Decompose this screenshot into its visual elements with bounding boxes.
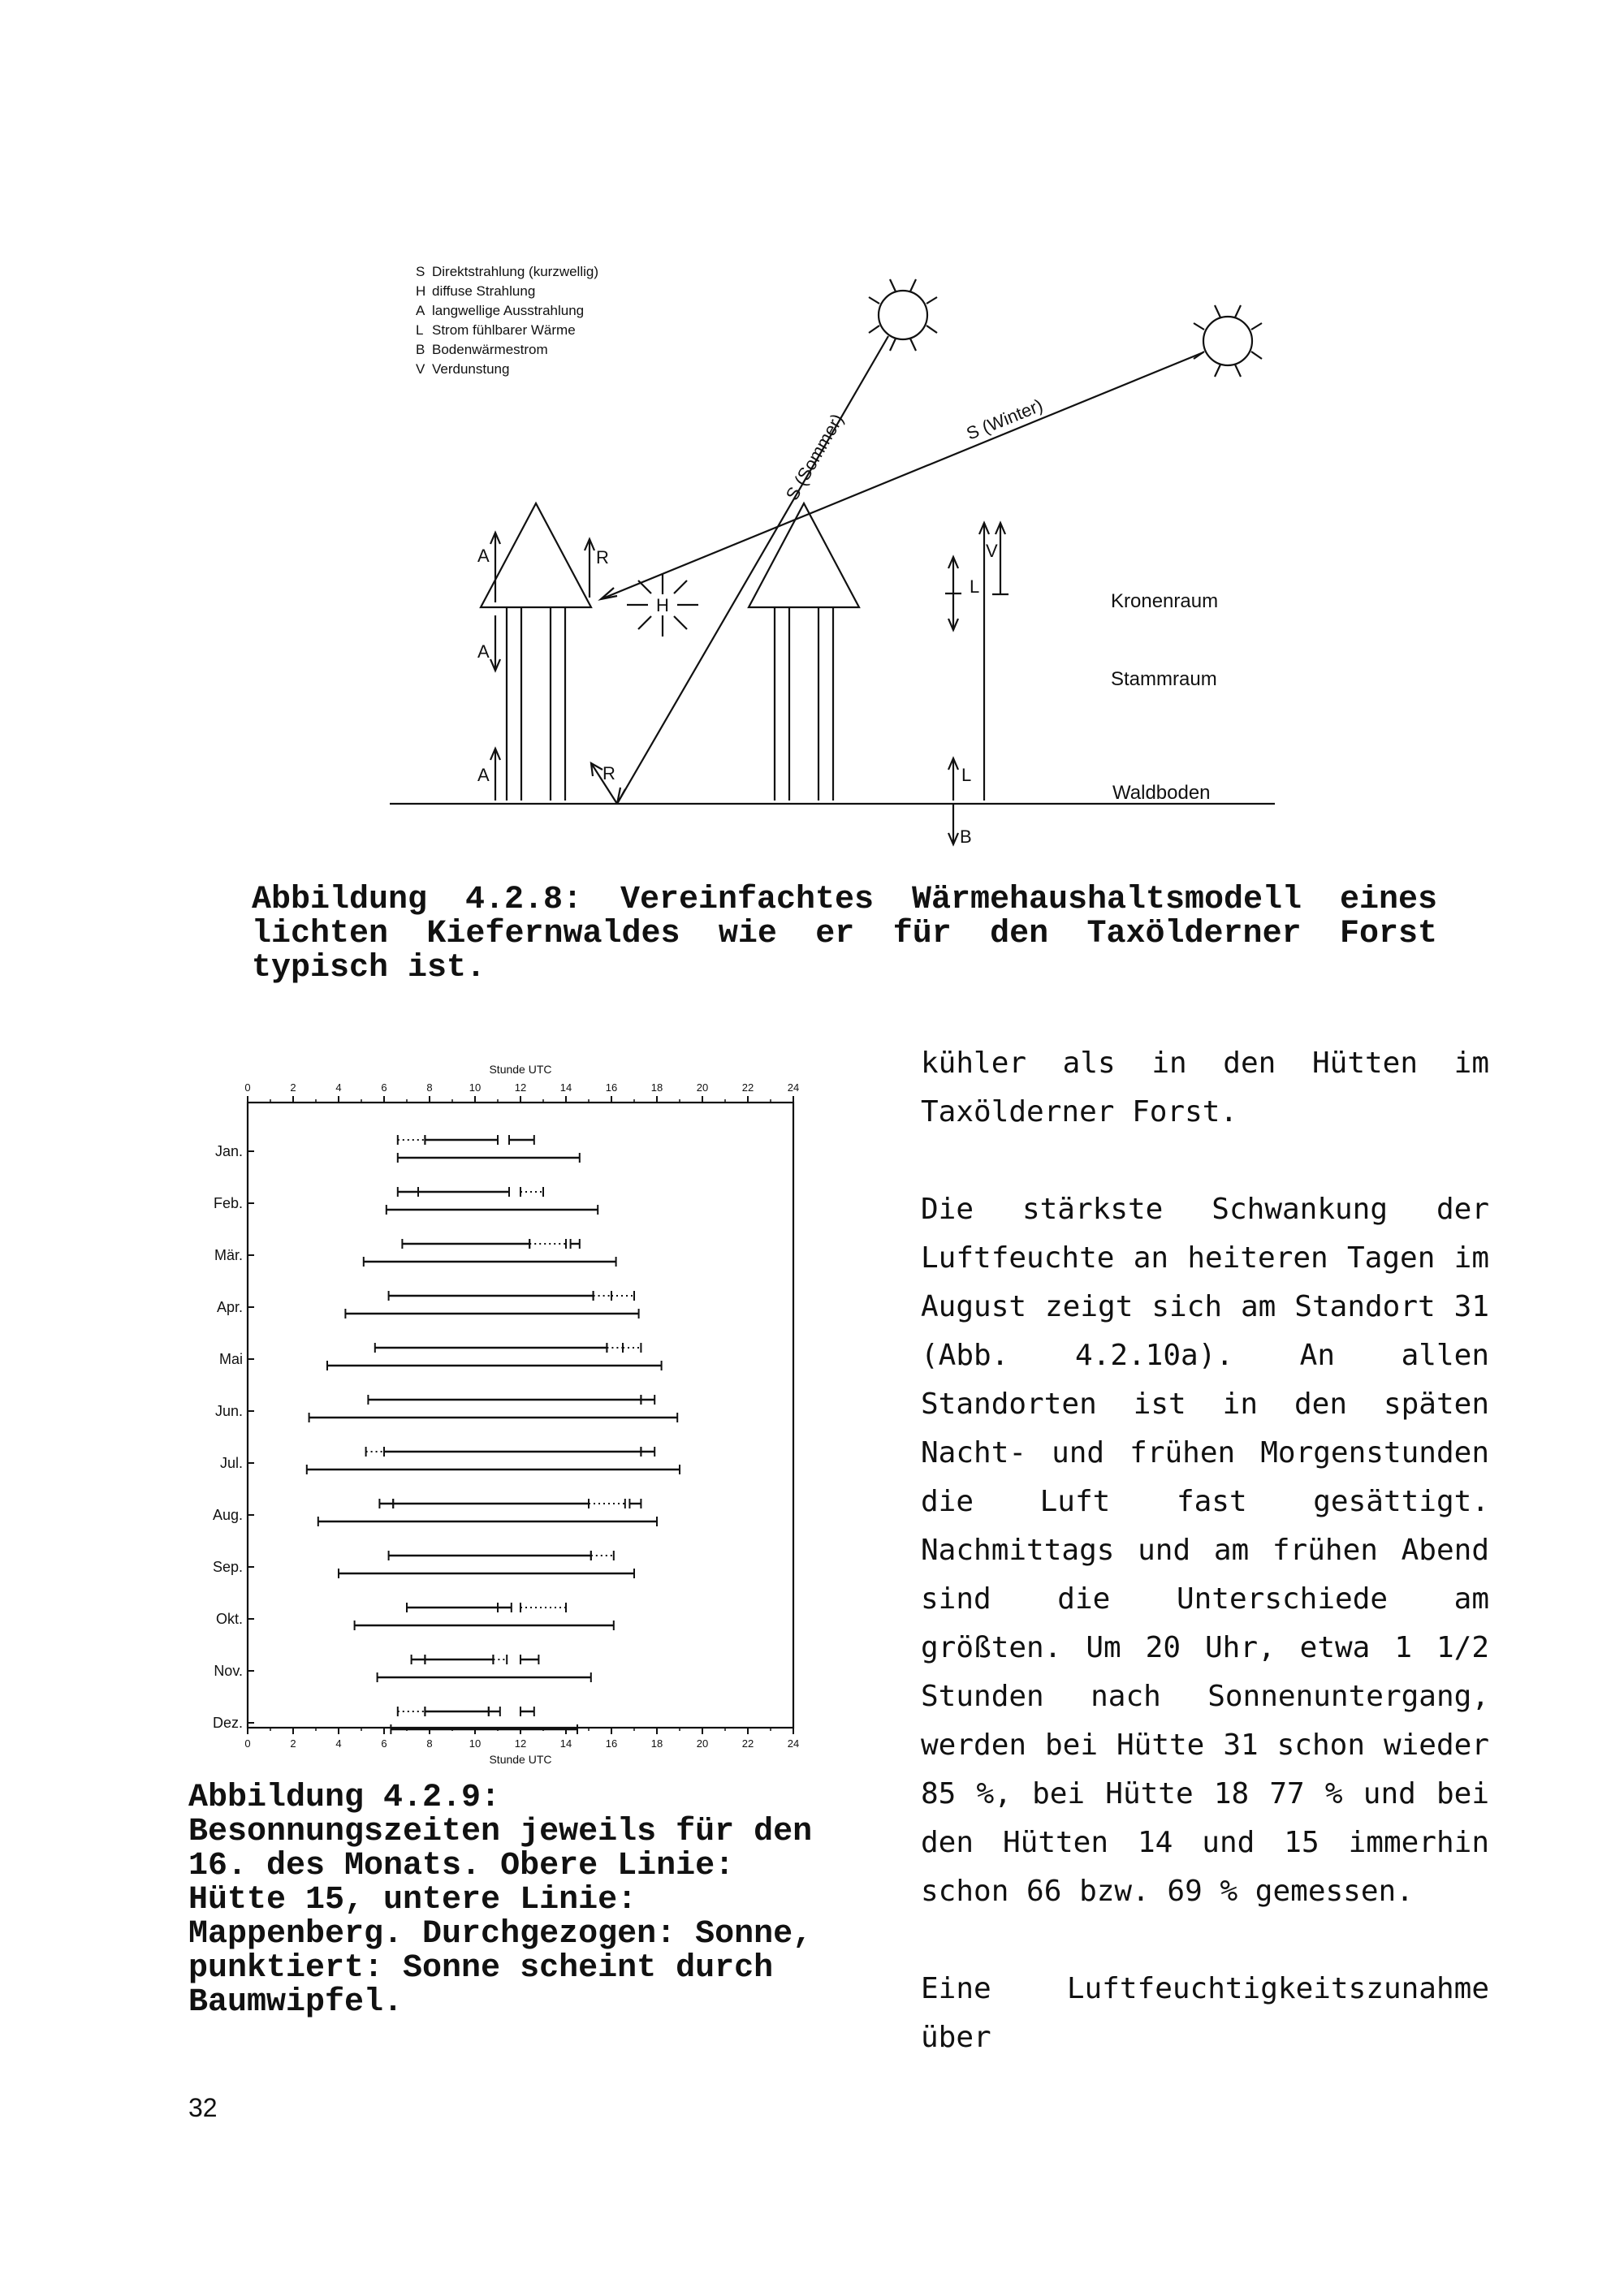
tick-label-top-10: 10 [469, 1081, 482, 1094]
symbol-V: V [986, 541, 998, 561]
tick-label-bottom-10: 10 [469, 1737, 482, 1750]
month-label-10: Nov. [214, 1663, 243, 1679]
tick-label-bottom-16: 16 [605, 1737, 618, 1750]
legend-code-A: A [416, 303, 425, 318]
diagram-legend [416, 264, 598, 377]
tick-label-top-14: 14 [559, 1081, 572, 1094]
tick-label-top-8: 8 [426, 1081, 433, 1094]
zone-stem-label: Stammraum [1111, 668, 1217, 690]
sun-winter-icon [1194, 305, 1262, 377]
symbol-R-ground: R [603, 763, 615, 783]
heat-balance-diagram [382, 244, 1291, 861]
tick-label-top-20: 20 [696, 1081, 709, 1094]
tick-label-top-18: 18 [650, 1081, 663, 1094]
legend-text-V: Verdunstung [432, 361, 510, 377]
x-ticks-bottom [244, 1728, 799, 1750]
tick-label-bottom-4: 4 [335, 1737, 342, 1750]
tick-label-bottom-6: 6 [381, 1737, 387, 1750]
tick-label-bottom-14: 14 [559, 1737, 572, 1750]
tick-label-top-4: 4 [335, 1081, 342, 1094]
symbol-B: B [960, 826, 972, 847]
tick-label-top-22: 22 [741, 1081, 754, 1094]
legend-code-L: L [416, 322, 424, 338]
month-label-11: Dez. [212, 1715, 243, 1731]
symbol-H: H [656, 595, 669, 615]
x-axis-label-bottom: Stunde UTC [489, 1753, 552, 1766]
tick-label-bottom-12: 12 [514, 1737, 527, 1750]
page-number: 32 [188, 2093, 218, 2122]
tick-label-bottom-0: 0 [244, 1737, 251, 1750]
figure-caption-2: Abbildung 4.2.9: Besonnungszeiten jeweils für den 16. des Monats. Obere Linie: Hütte 15, untere Linie: Mappenberg. Durchgezogen: Sonne, punktiert: Sonne scheint durch Baumwipfel. [188, 1780, 813, 2021]
legend-code-H: H [416, 283, 426, 299]
figure-caption-1: Abbildung 4.2.8: Vereinfachtes Wärmehaushaltsmodell eines lichten Kiefernwaldes wie er für den Taxölderner Forst typisch ist. [252, 882, 1437, 986]
month-label-9: Okt. [215, 1611, 243, 1627]
paragraph-1: kühler als in den Hütten im Taxölderner Forst. [921, 1047, 1489, 1129]
month-label-7: Aug. [212, 1507, 243, 1523]
symbol-A-mid: A [477, 641, 490, 662]
beam-summer [617, 336, 888, 804]
tick-label-bottom-8: 8 [426, 1737, 433, 1750]
sunshine-bars [307, 1135, 680, 1734]
tick-label-top-6: 6 [381, 1081, 387, 1094]
legend-text-L: Strom fühlbarer Wärme [432, 322, 576, 338]
beam-summer-label: S (Sommer) [781, 410, 848, 504]
legend-text-H: diffuse Strahlung [432, 283, 536, 299]
zone-crown-label: Kronenraum [1111, 590, 1219, 612]
beam-winter-label: S (Winter) [963, 395, 1046, 444]
sunshine-duration-chart [183, 1055, 832, 1770]
month-label-2: Mär. [214, 1247, 243, 1263]
tick-label-top-24: 24 [787, 1081, 800, 1094]
tick-label-bottom-22: 22 [741, 1737, 754, 1750]
sun-summer-icon [869, 279, 937, 351]
tick-label-bottom-18: 18 [650, 1737, 663, 1750]
month-label-6: Jul. [219, 1455, 243, 1471]
month-label-8: Sep. [212, 1559, 243, 1575]
tick-label-top-16: 16 [605, 1081, 618, 1094]
month-label-3: Apr. [216, 1299, 243, 1315]
legend-code-V: V [416, 361, 425, 377]
symbol-A-ground: A [477, 765, 490, 785]
zone-floor-label: Waldboden [1112, 782, 1211, 804]
x-ticks-top [244, 1081, 799, 1103]
paragraph-3: Eine Luftfeuchtigkeitszunahme über [921, 1972, 1489, 2054]
month-label-0: Jan. [214, 1143, 243, 1159]
paragraph-2: Die stärkste Schwankung der Luftfeuchte an heiteren Tagen im August zeigt sich am Standort 31 (Abb. 4.2.10a). An allen Standorten ist in den späten Nacht- und frühen Morgenstunden die Luft fast gesättigt. Nachmittags und am frühen Abend sind die Unterschiede am größten. Um 20 Uhr, etwa 1 1/2 Stunden nach Sonnenuntergang, werden bei Hütte 31 schon wieder 85 %, bei Hütte 18 77 % und bei den Hütten 14 und 15 immerhin schon 66 bzw. 69 % gemessen. [921, 1193, 1489, 1908]
legend-text-B: Bodenwärmestrom [432, 342, 548, 357]
tick-label-bottom-24: 24 [787, 1737, 800, 1750]
legend-text-S: Direktstrahlung (kurzwellig) [432, 264, 599, 279]
tick-label-top-0: 0 [244, 1081, 251, 1094]
month-label-5: Jun. [214, 1403, 243, 1419]
symbol-R-crown: R [596, 547, 609, 568]
legend-text-A: langwellige Ausstrahlung [432, 303, 585, 318]
legend-code-S: S [416, 264, 425, 279]
tick-label-top-12: 12 [514, 1081, 527, 1094]
symbol-L-crown: L [970, 576, 980, 597]
tick-label-bottom-20: 20 [696, 1737, 709, 1750]
tick-label-top-2: 2 [290, 1081, 296, 1094]
x-axis-label-top: Stunde UTC [489, 1063, 552, 1076]
legend-code-B: B [416, 342, 425, 357]
tick-label-bottom-2: 2 [290, 1737, 296, 1750]
body-text [921, 1039, 1489, 2062]
beam-winter [601, 352, 1203, 599]
symbol-L-ground: L [961, 765, 972, 785]
tree-left-icon [481, 503, 591, 801]
month-label-1: Feb. [213, 1195, 243, 1211]
month-label-4: Mai [218, 1351, 243, 1367]
symbol-A-upper: A [477, 546, 490, 566]
